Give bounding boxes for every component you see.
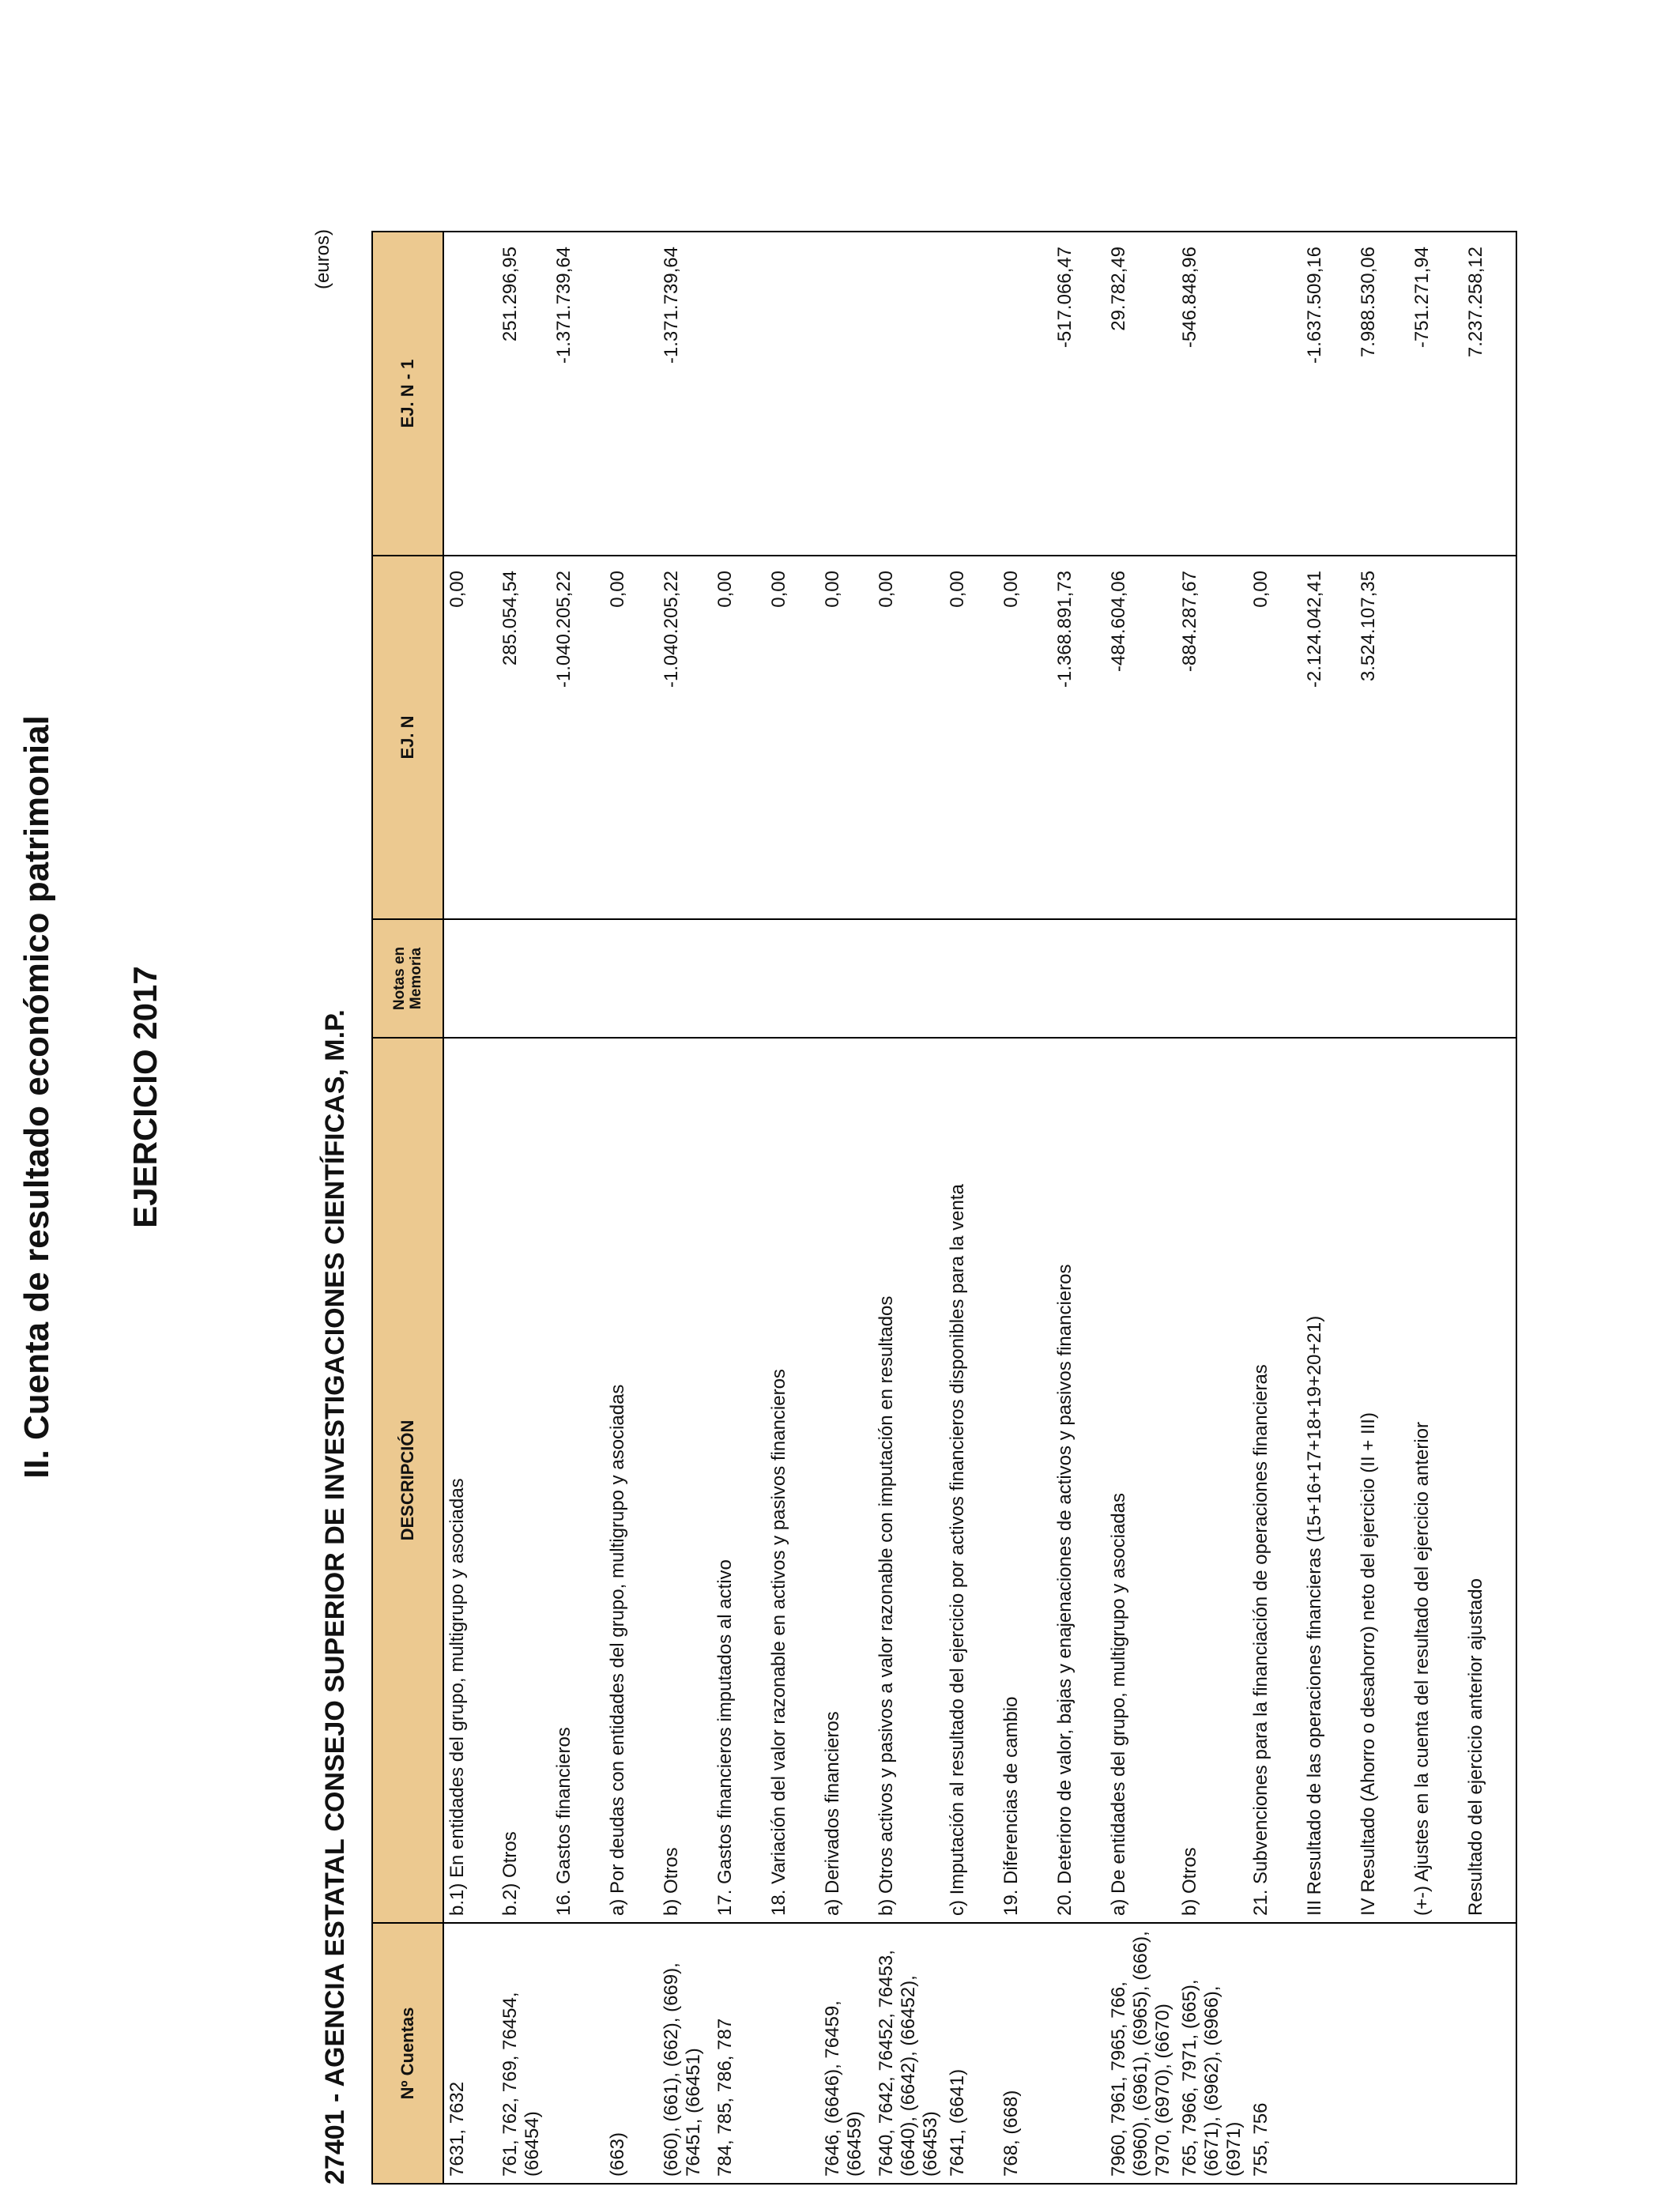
cell-ej-n: 0,00 bbox=[605, 556, 658, 919]
cell-ej-n1: 7.237.258,12 bbox=[1463, 232, 1516, 556]
cell-descripcion: b) Otros bbox=[658, 1038, 712, 1923]
cell-cuentas: 784, 785, 786, 787 bbox=[712, 1923, 766, 2184]
table-header-row bbox=[372, 232, 443, 2184]
cell-notas bbox=[658, 919, 712, 1038]
cell-cuentas bbox=[551, 1923, 605, 2184]
cell-ej-n: 0,00 bbox=[443, 556, 497, 919]
table-row bbox=[766, 232, 819, 2184]
document-title: II. Cuenta de resultado económico patrimonial bbox=[17, 715, 56, 1479]
cell-ej-n1 bbox=[443, 232, 497, 556]
cell-descripcion: a) Por deudas con entidades del grupo, multigrupo y asociadas bbox=[605, 1038, 658, 1923]
cell-notas bbox=[1355, 919, 1409, 1038]
table-row bbox=[712, 232, 766, 2184]
cell-ej-n1: 7.988.530,06 bbox=[1355, 232, 1409, 556]
table-row bbox=[998, 232, 1052, 2184]
cell-ej-n1: 29.782,49 bbox=[1106, 232, 1177, 556]
units-label: (euros) bbox=[312, 229, 333, 290]
table-row bbox=[551, 232, 605, 2184]
cell-ej-n bbox=[1463, 556, 1516, 919]
cell-ej-n: 0,00 bbox=[1248, 556, 1301, 919]
cell-cuentas: 768, (668) bbox=[998, 1923, 1052, 2184]
cell-ej-n: 285.054,54 bbox=[497, 556, 551, 919]
cell-notas bbox=[1463, 919, 1516, 1038]
cell-ej-n1 bbox=[944, 232, 998, 556]
cell-descripcion: a) Derivados financieros bbox=[819, 1038, 873, 1923]
col-header-descripcion: DESCRIPCIÓN bbox=[372, 1038, 443, 1923]
cell-notas bbox=[1177, 919, 1248, 1038]
cell-notas bbox=[819, 919, 873, 1038]
cell-notas bbox=[712, 919, 766, 1038]
entity-title: 27401 - AGENCIA ESTATAL CONSEJO SUPERIOR DE INVESTIGACIONES CIENTÍFICAS, M.P. bbox=[320, 1009, 350, 2185]
cell-ej-n1 bbox=[605, 232, 658, 556]
cell-cuentas: (660), (661), (662), (669), 76451, (66451) bbox=[658, 1923, 712, 2184]
table-row bbox=[819, 232, 873, 2184]
table-row bbox=[658, 232, 712, 2184]
fiscal-year-heading: EJERCICIO 2017 bbox=[126, 966, 164, 1228]
table-row bbox=[1106, 232, 1177, 2184]
table-row bbox=[1177, 232, 1248, 2184]
cell-descripcion: 17. Gastos financieros imputados al activo bbox=[712, 1038, 766, 1923]
cell-cuentas: 7960, 7961, 7965, 766, (6960), (6961), (6965), (666), 7970, (6970), (6670) bbox=[1106, 1923, 1177, 2184]
cell-descripcion: III Resultado de las operaciones financieras (15+16+17+18+19+20+21) bbox=[1301, 1038, 1355, 1923]
cell-cuentas: 761, 762, 769, 76454, (66454) bbox=[497, 1923, 551, 2184]
cell-cuentas bbox=[766, 1923, 819, 2184]
cell-notas bbox=[1409, 919, 1463, 1038]
cell-ej-n1 bbox=[998, 232, 1052, 556]
cell-ej-n: -884.287,67 bbox=[1177, 556, 1248, 919]
cell-ej-n: 0,00 bbox=[944, 556, 998, 919]
cell-cuentas: 7640, 7642, 76452, 76453, (6640), (6642), (66452), (66453) bbox=[873, 1923, 944, 2184]
cell-descripcion: 18. Variación del valor razonable en activos y pasivos financieros bbox=[766, 1038, 819, 1923]
cell-ej-n: 0,00 bbox=[712, 556, 766, 919]
table-row bbox=[944, 232, 998, 2184]
cell-ej-n: 0,00 bbox=[766, 556, 819, 919]
table-row bbox=[1052, 232, 1106, 2184]
cell-ej-n1: -751.271,94 bbox=[1409, 232, 1463, 556]
cell-descripcion: (+-) Ajustes en la cuenta del resultado del ejercicio anterior bbox=[1409, 1038, 1463, 1923]
cell-ej-n1: 251.296,95 bbox=[497, 232, 551, 556]
col-header-ej-n: EJ. N bbox=[372, 556, 443, 919]
table-row bbox=[1463, 232, 1516, 2184]
cell-ej-n: 0,00 bbox=[998, 556, 1052, 919]
cell-notas bbox=[766, 919, 819, 1038]
cell-ej-n1 bbox=[712, 232, 766, 556]
cell-notas bbox=[998, 919, 1052, 1038]
cell-ej-n: 0,00 bbox=[819, 556, 873, 919]
cell-notas bbox=[497, 919, 551, 1038]
cell-ej-n bbox=[1409, 556, 1463, 919]
cell-ej-n: -1.368.891,73 bbox=[1052, 556, 1106, 919]
table-row bbox=[605, 232, 658, 2184]
cell-notas bbox=[1301, 919, 1355, 1038]
table-row bbox=[873, 232, 944, 2184]
results-table bbox=[371, 231, 1517, 2185]
cell-notas bbox=[1248, 919, 1301, 1038]
cell-ej-n: -484.604,06 bbox=[1106, 556, 1177, 919]
cell-ej-n: 0,00 bbox=[873, 556, 944, 919]
cell-descripcion: b) Otros activos y pasivos a valor razonable con imputación en resultados bbox=[873, 1038, 944, 1923]
cell-descripcion: b.1) En entidades del grupo, multigrupo y asociadas bbox=[443, 1038, 497, 1923]
cell-descripcion: 19. Diferencias de cambio bbox=[998, 1038, 1052, 1923]
cell-descripcion: c) Imputación al resultado del ejercicio por activos financieros disponibles para la venta bbox=[944, 1038, 998, 1923]
col-header-ej-n1: EJ. N - 1 bbox=[372, 232, 443, 556]
cell-ej-n: 3.524.107,35 bbox=[1355, 556, 1409, 919]
cell-ej-n1 bbox=[819, 232, 873, 556]
cell-cuentas bbox=[1463, 1923, 1516, 2184]
table-row bbox=[1301, 232, 1355, 2184]
cell-descripcion: b) Otros bbox=[1177, 1038, 1248, 1923]
cell-ej-n1: -546.848,96 bbox=[1177, 232, 1248, 556]
cell-notas bbox=[944, 919, 998, 1038]
cell-cuentas bbox=[1301, 1923, 1355, 2184]
cell-ej-n: -1.040.205,22 bbox=[551, 556, 605, 919]
cell-ej-n: -1.040.205,22 bbox=[658, 556, 712, 919]
cell-cuentas bbox=[1052, 1923, 1106, 2184]
cell-descripcion: Resultado del ejercicio anterior ajustado bbox=[1463, 1038, 1516, 1923]
table-body bbox=[443, 232, 1516, 2184]
cell-descripcion: 16. Gastos financieros bbox=[551, 1038, 605, 1923]
cell-notas bbox=[551, 919, 605, 1038]
table-row bbox=[1355, 232, 1409, 2184]
cell-ej-n1 bbox=[766, 232, 819, 556]
cell-descripcion: IV Resultado (Ahorro o desahorro) neto del ejercicio (II + III) bbox=[1355, 1038, 1409, 1923]
col-header-cuentas: Nº Cuentas bbox=[372, 1923, 443, 2184]
cell-ej-n1: -1.637.509,16 bbox=[1301, 232, 1355, 556]
cell-notas bbox=[1106, 919, 1177, 1038]
cell-cuentas: 755, 756 bbox=[1248, 1923, 1301, 2184]
table-row bbox=[1248, 232, 1301, 2184]
cell-descripcion: a) De entidades del grupo, multigrupo y asociadas bbox=[1106, 1038, 1177, 1923]
cell-descripcion: b.2) Otros bbox=[497, 1038, 551, 1923]
table-row bbox=[443, 232, 497, 2184]
cell-cuentas bbox=[1409, 1923, 1463, 2184]
cell-cuentas: 765, 7966, 7971, (665), (6671), (6962), (6966), (6971) bbox=[1177, 1923, 1248, 2184]
cell-cuentas: 7646, (6646), 76459, (66459) bbox=[819, 1923, 873, 2184]
cell-cuentas: (663) bbox=[605, 1923, 658, 2184]
cell-descripcion: 20. Deterioro de valor, bajas y enajenaciones de activos y pasivos financieros bbox=[1052, 1038, 1106, 1923]
cell-cuentas bbox=[1355, 1923, 1409, 2184]
table-row bbox=[497, 232, 551, 2184]
cell-ej-n: -2.124.042,41 bbox=[1301, 556, 1355, 919]
cell-cuentas: 7631, 7632 bbox=[443, 1923, 497, 2184]
table-row bbox=[1409, 232, 1463, 2184]
cell-notas bbox=[443, 919, 497, 1038]
cell-cuentas: 7641, (6641) bbox=[944, 1923, 998, 2184]
cell-ej-n1 bbox=[1248, 232, 1301, 556]
cell-ej-n1: -517.066,47 bbox=[1052, 232, 1106, 556]
cell-notas bbox=[873, 919, 944, 1038]
cell-ej-n1: -1.371.739,64 bbox=[551, 232, 605, 556]
cell-notas bbox=[1052, 919, 1106, 1038]
cell-notas bbox=[605, 919, 658, 1038]
cell-ej-n1: -1.371.739,64 bbox=[658, 232, 712, 556]
cell-descripcion: 21. Subvenciones para la financiación de operaciones financieras bbox=[1248, 1038, 1301, 1923]
cell-ej-n1 bbox=[873, 232, 944, 556]
col-header-notas: Notas en Memoria bbox=[372, 919, 443, 1038]
